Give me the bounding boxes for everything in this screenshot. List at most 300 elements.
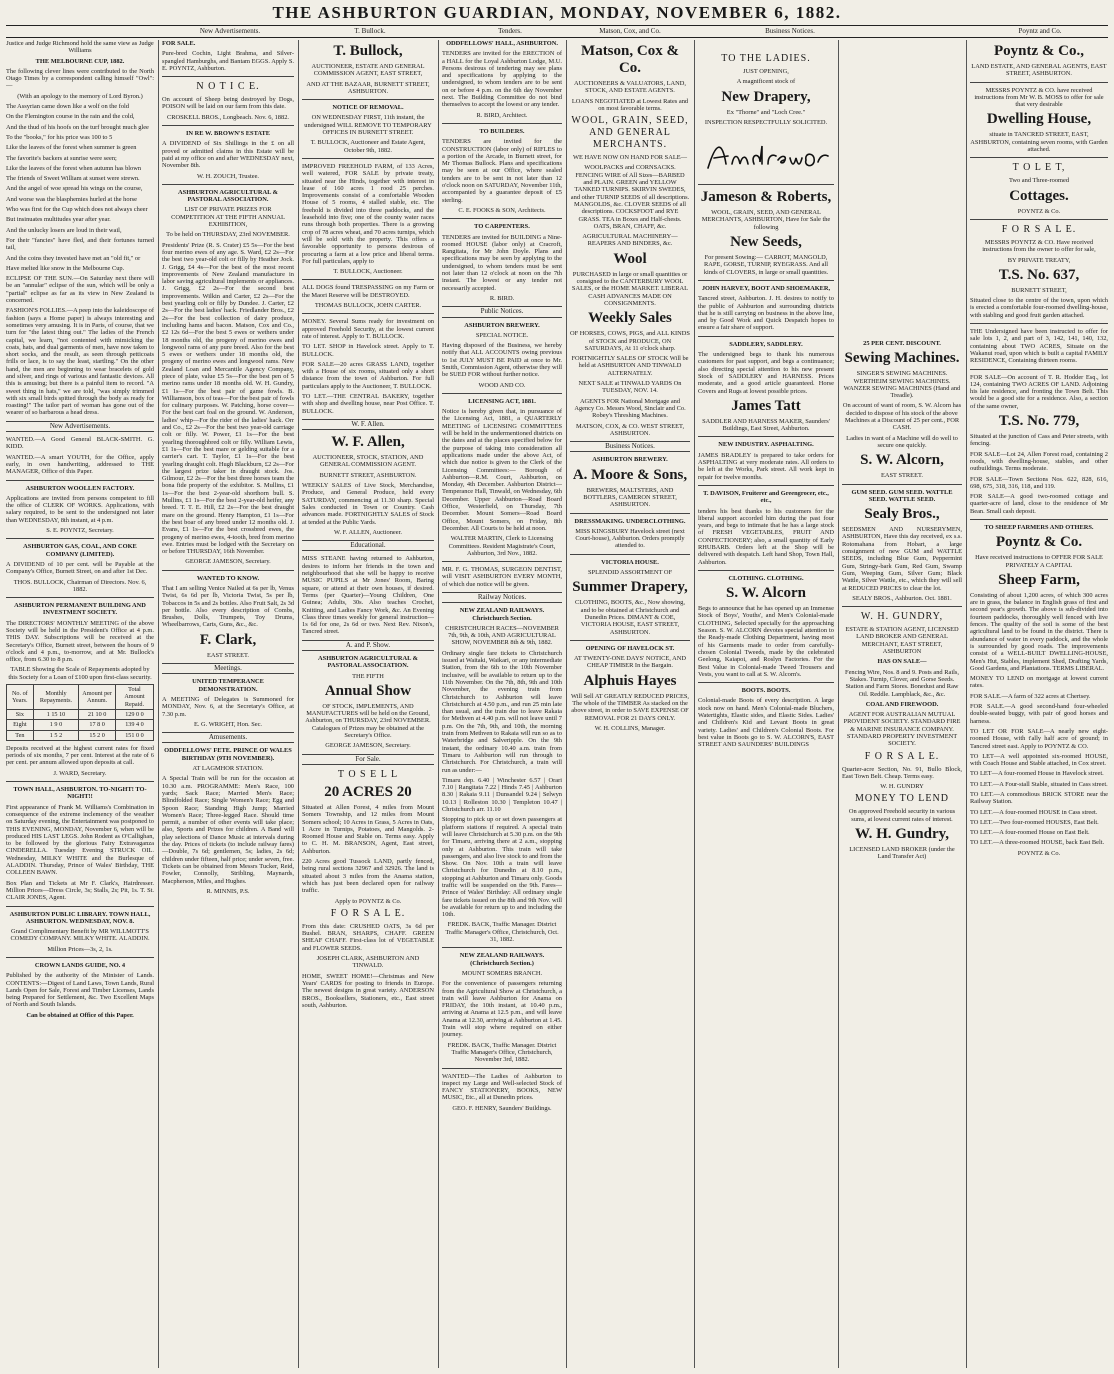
for-sale-heading: FOR SALE. [162,40,196,47]
davison-body: tenders his best thanks to his customers for the liberal support accorded him during the past four years, and begs to intimate that he has a large stock of FRESH VEGETABLES, FRUIT AND CONFECTIONERY; also, a small quantity of Early RHUBARB. Orders left at the Shop will be delivered with despatch. Left hand Shop, Town Hall, Ashburton. [698,507,834,566]
shop-to-let: TO LET. SHOP in Havelock street. Apply to T. BULLOCK. [302,343,434,358]
gundry-name: W. H. GUNDRY, [860,611,944,623]
column-7 [842,40,962,1368]
ts-637-title: T.S. No. 637, [998,266,1080,283]
divider [698,280,834,281]
bullock-title: AUCTIONEER, ESTATE AND GENERAL COMMISSION AGENT, EAST STREET, [311,63,425,78]
weekly-sales-body: OF HORSES, COWS, PIGS, and ALL KINDS of STOCK and PRODUCE, ON SATURDAYS, At 11 o'clock sharp. [570,330,690,352]
poem-line: To the "books," for his price was 100 to 5 [6,133,113,141]
oddfellows-hall-heading: ODDFELLOWS' HALL, ASHBURTON. [446,40,558,47]
masthead-title: THE ASHBURTON GUARDIAN, MONDAY, NOVEMBER 6, 1882. [272,3,842,22]
tatt-body: SADDLER AND HARNESS MAKER, Saunders' Buildings, East Street, Ashburton. [702,417,830,433]
inspection-solicited: INSPECTION RESPECTFULLY SOLICITED. [704,118,828,126]
divider [162,76,294,77]
table-signature: J. WARD, Secretary. [53,769,107,777]
column-5 [570,40,690,1368]
brewery-notice-body: Having disposed of the Business, we hereby notify that ALL ACCOUNTS owing previous to 1st JULY MUST BE PAID at once to Mr. Smith, Commission Agent, otherwise they will be SUED FOR without further notice. [442,342,562,379]
divider [570,513,690,514]
mount-somers-sub: MOUNT SOMERS BRANCH. [461,969,543,977]
temperance-heading: UNITED TEMPERANCE DEMONSTRATION. [192,678,264,693]
christmas-cards-ad: HOME, SWEET HOME!—Christmas and New Years' CARDS for posting to friends in Europe. The newest designs in great variety. ANDERSON BROS., Booksellers, Stationers, etc., East street south, Ashburton. [302,972,434,1009]
victoria-house-body: CLOTHING, BOOTS, &c., Now showing, and to be obtained at Christchurch and Dunedin Prices. DIMANT & COE, VICTORIA HOUSE, EAST STREET, ASHBURTON. [575,599,685,636]
to-let-item: TO LET—A well appointed six-roomed HOUSE, with Coach House and Stable attached, in Cox street. [970,752,1108,768]
section-head: For Sale. [302,754,434,765]
gas-signature: THOS. BULLOCK, Chairman of Directors. Nov. 6, 1882. [13,578,147,593]
licensing-signature: WALTER MARTIN, Clerk to Licensing Committees. Resident Magistrate's Court, Ashburton, 3rd Nov., 1882. [448,535,556,557]
allen-forest-sale: FOR SALE—Lot 24, Allen Forest road, containing 2 roods, with dwelling-house, stables, and other outbuildings. Terms moderate. [970,450,1108,473]
column-head: T. Bullock. [354,27,386,35]
tussock-land-apply: Apply to POYNTZ & Co. [334,897,402,905]
money-notice: MONEY. Several Sums ready for investment on approved Freehold Security, at the lowest current rate of interest. Apply to T. BULLOCK. [302,318,434,340]
fashion-paragraph: FASHION'S FOLLIES.—A peep into the kaleidoscope of fashion (says a Home paper) is always interesting and sometimes very amusing. It is in Paris, of course, that we turn for "the latest thing out." The ladies of the French capital, we learn, "not contented with mimicking the coats, hats, and dual garments of men, have now taken to short socks, and the result, as seen through petticoats frills or lace, is to say the least, startling." On the other hand, the men are beginning to wear bracelets of gold and silver, and rings of various and fantastic devices. All this is amusing; but there is a painful item to record. "A sweet thing in hats," we are told, "was simply trimmed with six small birds spitted through the body as ready for roasting!" The tailor part of woman has gone out of the wearer of so barbarous a head dress. [6,307,154,417]
divider [302,313,434,314]
masthead-rule [6,25,1108,26]
to-let-item: TO LET.—A three-roomed HOUSE, back East Belt. [970,839,1105,847]
section-head: Railway Notices. [442,592,562,603]
saddlery-body: The undersigned begs to thank his numerous customers for past support, and begs a continuance; also directing special attention to his new present Stock of SADDLERY and HARNESS. Prices moderate, and a good article guaranteed. Horse Covers and Rugs at lowest possible prices. [698,351,834,395]
gundry-for-sale-signature: W. H. GUNDRY [880,783,924,791]
for-sale-feed-signature: JOSEPH CLARK, ASHBURTON AND TINWALD. [316,955,420,970]
section-head: Meetings. [162,663,294,674]
for-sale-heading: F O R S A L E. [330,907,406,919]
moore-title: A. Moore & Sons, [572,466,688,483]
column-rule [438,40,439,1368]
just-opening: JUST OPENING, [743,68,789,75]
eclipse-paragraph: ECLIPSE OF THE SUN.—On Saturday next there will be an "annular" eclipse of the sun, which will be only a "partial" eclipse as far as its view in New Zealand is concerned. [6,275,154,305]
gundry-broker-title: W. H. Gundry, [854,826,950,843]
poem-line: Have melted like snow in the Melbourne Cup. [6,264,125,272]
cottages-signature: POYNTZ & Co. [1017,207,1061,215]
table-cell: 1 15 10 [33,709,79,719]
gundry-for-sale-heading: F O R S A L E. [864,750,940,762]
divider [698,570,834,571]
dogs-notice: ALL DOGS found TRESPASSING on my Farm or the Maori Reserve will be DESTROYED. [302,284,434,299]
hodder-body: FOR SALE—On account of T. R. Hodder Esq., lot 124, containing TWO ACRES OF LAND. Adjoining his late residence, and fronting the Town Belt. This would be a good site for a residence. Also, a section of the same owner, [970,373,1108,410]
alphuis-body: Will Sell AT GREATLY REDUCED PRICES, The whole of the TIMBER As stacked on the above street, in order to SAVE EXPENSE OF REMOVAL FOR 21 DAYS ONLY. [570,692,690,722]
grass-land-for-sale: FOR SALE—20 acres GRASS LAND, together with a House of six rooms, situated only a short distance from the town of Ashburton. For full particulars apply to the Auctioneer, T. BULLOCK. [302,360,434,390]
jameson-title: Jameson & Roberts, [700,189,832,206]
library-prices: Million Prices—3s, 2, 1s. [47,945,113,953]
library-body: Grand Complimentary Benefit by MR WILLMOTT'S COMEDY COMPANY. MILKY WHITE. ALADDIN. [10,928,150,943]
table-cell: 129 0 0 [115,709,153,719]
dwelling-house-title: Dwelling House, [986,111,1092,128]
town-sections-sale: FOR SALE—Town Sections Nos. 622, 828, 616, 698, 675, 318, 316, 118, and 119. [970,475,1108,490]
to-let-item: TO LET.—A Four-stall Stable, situated in Cass street. [970,780,1108,788]
alphuis-title: Alphuis Hayes [583,672,677,689]
section-head: New Advertisements. [6,421,154,432]
table-cell: 139 4 0 [115,720,153,730]
prizes-signature: GEORGE JAMESON, Secretary. [185,558,271,566]
table-cell: Eight [7,720,34,730]
matson-machinery: AGRICULTURAL MACHINERY—REAPERS AND BINDERS, &c. [582,233,678,248]
licensing-heading: LICENSING ACT, 1881. [468,397,536,405]
intro-text: Justice and Judge Richmond hold the same view as Judge Williams [6,40,154,55]
column-4 [442,40,562,1368]
sealy-signature: SEALY BROS., Ashburton. Oct. 1881. [852,594,952,602]
cottages-sub: Two and Three-roomed [1008,177,1070,185]
divider [698,184,834,185]
removal-signature: T. BULLOCK, Auctioneer and Estate Agent, October 9th, 1882. [310,139,426,154]
table-cell: Six [7,709,34,719]
divider [162,125,294,126]
tussock-land-body: 220 Acres good Tussock LAND, partly fenced, being rural sections 32967 and 32926. The land is situated about 3 miles from the Anama station, which has just been declared open for railway traffic. [302,858,434,895]
column-rule [298,40,299,1368]
annual-show-signature: GEORGE JAMESON, Secretary. [325,742,411,750]
prizes-date: To be held on THURSDAY, 23rd NOVEMBER. [166,231,290,239]
farm-322-sale: FOR SALE.—A farm of 322 acres at Chertsey. [970,692,1091,700]
divider [842,484,962,485]
to-let-item: TO LET.—A four-roomed HOUSE in Cass street. [970,808,1098,816]
dressmaking-heading: DRESSMAKING. UNDERCLOTHING. [574,517,686,525]
town-hall-heading: TOWN HALL, ASHBURTON. TO-NIGHT! TO-NIGHT!! [13,786,147,801]
divider [442,123,562,124]
davison-heading: T. DAVISON, Fruiterer and Greengrocer, etc., etc., [703,489,829,505]
wanted-blacksmith-ad: WANTED.—A Good General BLACK-SMITH. G. KIDD. [6,436,154,451]
gas-body: A DIVIDEND of 10 per cent. will be Payable at the Company's Office, Burnett Street, on and after 1st Dec. [6,560,154,576]
divider [442,1068,562,1069]
annual-show-fifth: THE FIFTH [352,672,384,680]
alcorn-title: S. W. Alcorn, [860,452,944,469]
gundry-agencies: AGENT FOR AUSTRALIAN MUTUAL PROVIDENT SOCIETY. STANDARD FIRE & MARINE INSURANCE COMPANY. STANDARD PROPERTY INVESTMENT SOCIETY. [843,711,961,748]
wanted-ladies-body: WANTED—The Ladies of Ashburton to inspect my Large and Well-selected Stock of FANCY STATIONERY, BOOKS, NEW MUSIC, Etc., all at Dunedin prices. [442,1072,562,1102]
estate-signature: W. H. ZOUCH, Trustee. [196,172,260,180]
to-let-item: TO LET OR FOR SALE—A nearly new eight-roomed House, with t'ally half acre of ground; in Tancred street east. Apply to POYNTZ & CO. [970,727,1108,750]
wanted-youth-ad: WANTED.—A smart YOUTH, for the Office, apply early, in own handwriting, addressed to THE MANAGER, Office of this Paper. [6,453,154,476]
annual-show-title: Annual Show [324,682,412,699]
divider [842,606,962,607]
moore-body: BREWERS, MALTSTERS, AND BOTTLERS, CAMERON STREET, ASHBURTON. [583,486,677,509]
money-to-lend-body: On approved Freehold security in various sums, at lowest current rates of interest. [848,808,956,823]
divider [970,157,1108,158]
poem-line: On the Flemington course in the rain and the cold, [6,113,135,121]
crown-lands-body: Published by the authority of the Minister of Lands. CONTENTS:—Digest of Land Laws, Town Lands, Rural Lands Open for Sale, Forest and Timber Licenses, Lands being Prepared for Settlement, &c. Two Excellent Maps of North and South Islands. [6,972,154,1009]
to-let-item: TO LET.—A commodious BRICK STORE near the Railway Station. [970,791,1108,806]
column-head: Tenders. [498,27,522,35]
annual-show-heading: ASHBURTON AGRICULTURAL & PASTORAL ASSOCIATION. [318,655,418,670]
two-acres-body: THE Undersigned have been instructed to offer for sale lots 1, 2, and part of 3, 142, 141, 140, 132, containing about TWO ACRES, Situate on the Wakanui road, upon which is built a capital FAMILY RESIDENCE, Containing thirteen rooms. [970,328,1108,365]
summer-drapery-title: Summer Drapery, [572,579,688,596]
moore-brewery-heading: ASHBURTON BREWERY. [592,456,668,464]
sheep-instructions: Have received instructions to OFFER FOR SALE PRIVATELY A CAPITAL [975,554,1103,569]
column-head: Matson, Cox, and Co. [599,27,661,35]
gundry-title: ESTATE & STATION AGENT, LICENSED LAND BROKER AND GENERAL MERCHANT, EAST STREET, ASHBURTON [845,626,959,656]
new-drapery-title: New Drapery, [721,88,811,105]
money-to-lend-heading: MONEY TO LEND [855,793,949,805]
building-society-body: The DIRECTORS' MONTHLY MEETING of the above Society will be held in the President's Office at 4 p.m. THIS DAY. Subscriptions will be received at the Secretary's Office, Burnett street, between the hours of 9 o'clock and 4 p.m., to-morrow, and at Mr. Bullock's office, from 6.30 to 8 p.m. [6,619,154,664]
gum-seed-heading: GUM SEED. GUM SEED. WATTLE SEED. WATTLE SEED. [851,488,953,503]
jameson-body: WOOL, GRAIN, SEED, AND GENERAL MERCHANTS, ASHBURTON, Have for Sale the following [701,209,831,231]
wanted-ladies-signature: GEO. F. HENRY, Saunders' Buildings. [452,1104,552,1112]
new-seeds-title: New Seeds, [730,234,802,251]
town-hall-prices: Box Plan and Tickets at Mr F. Clark's, Hairdresser. Million Prices—Dress Circle, 3s; Stalls, 2s; Pit, 1s. T. St. CLAIR JONES, Agent. [6,879,154,902]
table-cell: 151 0 0 [115,730,153,740]
section-head: Amusements. [162,732,294,743]
divider [970,219,1108,220]
saddlery-heading: SADDLERY, SADDLERY. [729,340,803,348]
woollen-signature: S. E. POYNTZ, Secretary. [46,527,114,535]
column-head: Poyntz and Co. [1018,27,1062,35]
to-sell-heading: T O S E L L [337,768,399,780]
annual-show-body: OF STOCK, IMPLEMENTS, AND MANUFACTURES will be held on the Ground, Ashburton, on THURSDAY, 23rd NOVEMBER. Catalogues of Prizes may be obtained at the Secretary's Office. [305,702,431,740]
matson-wool-heading: WOOL, GRAIN, SEED, AND GENERAL MERCHANTS. [571,115,689,151]
divider [442,561,562,562]
clothing-heading: CLOTHING. CLOTHING. [728,574,804,582]
library-heading: ASHBURTON PUBLIC LIBRARY. TOWN HALL, ASHBURTON. WEDNESDAY, NOV. 8. [9,910,151,925]
matson-signature: MATSON, COX, & CO. WEST STREET, ASHBURTON. [575,422,685,437]
railways-signature: FREDK. BACK, Traffic Manager. District Traffic Manager's Office, Christchurch, Oct. 31, 1882. [445,921,559,944]
divider [6,538,154,539]
gundry-items: Fencing Wire, Nos. 8 and 9. Posts and Rails, Stakes. Turnip, Clover, and Gorse Seeds. Station and Farm Stores. Bonedust and Raw Oil. Reddle. Lampblack, &c., &c. [845,668,959,698]
carpenters-signature: R. BIRD. [489,294,515,302]
mount-somers-heading: NEW ZEALAND RAILWAYS. (Christchurch Section.) [459,952,545,967]
column-1 [6,40,154,1368]
notice-signature: CROSKELL BROS., Longbeach. Nov. 6, 1882. [166,113,289,121]
allen-address: BURNETT STREET, ASHBURTON. [319,471,417,479]
surgeon-dentist-notice: MR. F. G. THOMAS, SURGEON DENTIST, will VISIT ASHBURTON EVERY MONTH, of which due notice will be given. [442,566,562,588]
railways-heading: NEW ZEALAND RAILWAYS. Christchurch Section. [459,607,545,622]
column-rule [966,40,967,1368]
table-cell: 21 10 0 [79,709,116,719]
to-let-item: TO LET—A four-roomed House in Havelock street. [970,770,1104,778]
clark-street: EAST STREET. [206,651,249,659]
matson-items: WOOLPACKS and CORNSACKS. FENCING WIRE of All Sizes—BARBED and PLAIN. GREEN and YELLOW TANKED TURNIPS. SKIRVIN SWEDES, and other TURNIP SEEDS of all descriptions. MANGOLDS, &c. CLOVER SEEDS of all descriptions. COCKSFOOT and RYE GRASS. TEA in Boxes and Half-chests. OATS, BRAN, CHAFF, &c. [570,164,690,230]
gundry-has-on-sale: HAS ON SALE— [877,658,927,666]
fortnightly-sales: FORTNIGHTLY SALES OF STOCK Will be held at ASHBURTON AND TINWALD ALTERNATELY. [571,355,689,377]
divider [302,99,434,100]
table-row [7,730,154,740]
divider [6,957,154,958]
prizes-body: Presidents' Prize (R. S. Crater) £5 5s—For the best four merino ewes of any age. S. Ward, £2 2s—For the best two year-old colt or filly by Heather Jock. J. Grigg, £4 4s—For the best of the most recent improvements of New Zealand manufacture in labor saving agricultural implements or appliances. J. Grigg, £2 2s—For the second best improvements. Wilkin and Carter, £2 2s—For the best yearling colt or filly by Dundee. J. Carter, £2 2s—For the best ladies' hack. Friedlander Bros., £2 2s—For the best collection of dairy produce, including hams and bacon. Matson, Cox and Co., £2 12s 6d—For the best 5 ewes or wethers under 18 months old, the progeny of merino ewes and longwool rams of any pure breed. Also for the best 5 ewes or wethers under 18 months old, the progeny of merino ewes and longwool rams. New Zealand Loan and Mercantile Agency Company, piece of plate, value £5 5s—For the best pen of 5 merino rams under 18 months old. W. H. Gundry, £1 1s—For the best pair of game fowls. B. Williamson, box of teas—For the best pair of fowls for culinary purposes. W. Patching, horse cover—For the best cart foal on the ground. W. Anderson, ladies' whip—For the rider of the ladies' hack. Orr and Co., £2 2s—For the best two year-old carriage colt or filly. W. Power, £1 1s—For the best yearling thoroughbred colt or filly. William Lewis, £1 1s—For the best mare or gelding suitable for a carrier's cart. T. Taylor, £1 1s—For the best yearling draught colt. Hugh Blackburn, £2 2s—For the largest prize taker in draught stock. Jos. Gilmour, £2 2s—For the best three horses team the bona fide property of the exhibitor. S. Mullins, £1 1s—For the best 2-year-old shorthorn bull. S. Mullins, £1 1s—For the best 2-year-old heifer, any breed. T. T. E. Hill, £2 2s—For the best draught mare on the ground. Henry Hampton, £1 1s—For the best boar of any breed under 12 months old. J. Evans, £1 1s—For the best crossbred ewes, the progeny of merino ewes, 4-tooth, bred from merino ewe. Entries must be lodged with the Secretary on or before THURSDAY, 16th November. [162,241,294,556]
licensing-body: Notice is hereby given that, in pursuance of the Licensing Act, 1881, a QUARTERLY MEETING of LICENSING COMMITTEES will be held in the undermentioned districts on the dates and at the places specified below for the purpose of taking into consideration all applications made under the above Act, of which due notice is given to the Clerk of the Licensing Committees:— Borough of Ashburton—R.M. Court, Ashburton, on Monday, 4th December. Ashburton District—Temperance Hall, Tinwald, on Wednesday, 6th December. Upper Ashburton—Road Board Office, Westerfield, on Thursday, 7th December. Mount Somers—Road Board Office, Mount Somers, on Friday, 8th December. All Courts to be held at noon. [442,408,562,532]
railways-subheading: CHRISTCHURCH RACES—NOVEMBER 7th, 9th, & 10th, AND AGRICULTURAL SHOW, NOVEMBER 8th & 9th, 1882. [445,624,559,647]
alcorn-clothing-title: S. W. Alcorn [725,585,807,602]
divider [302,279,434,280]
poem-line: Who was first for the Cup which does not always cheer [6,206,148,214]
table-cell: 1 9 0 [33,720,79,730]
divider [570,554,690,555]
wool-title: Wool [613,250,647,267]
section-head: Public Notices. [442,306,562,317]
to-let-item: TO LET.—Two four-roomed HOUSES, East Belt. [970,818,1099,826]
matson-title: AUCTIONEERS & VALUATORS, LAND, STOCK, AND ESTATE AGENTS. [573,80,687,95]
for-sale-feed-body: From this date: CRUSHED OATS, 3s 6d per Bushel. BRAN, SHARPS, CHAFF. GREEN SHEAF CHAFF. First-class lot of VEGETABLE and FLOWER SEEDS. [302,922,434,952]
to-let-item: TO LET.—A four-roomed House on East Belt. [970,829,1090,837]
column-heads [0,27,1114,37]
allen-title: AUCTIONEER, STOCK, STATION, AND GENERAL COMMISSION AGENT. [312,454,424,469]
column-heads-rule [6,37,1108,38]
ts-637-body: Situated close to the centre of the town, upon which is erected a comfortable four-roomed dwelling-house, with stabling and good fruit garden attached. [970,297,1108,319]
ts-779-title: T.S. No. 779, [998,413,1080,430]
steane-body: MISS STEANE having returned to Ashburton, desires to inform her friends in the town and neighbourhood that she will be happy to receive MUSIC PUPILS at Mr Jones' Room, Baring square, or attend at their own houses, if desired. Terms (per Quarter)—Young Children, One Guinea; Adults, 30s. Also teaches Crochet, Knitting, and Ladies Fancy Work, &c. An Evening Class three times weekly for general instruction—1s 6d for one, 2s 6d or two. Next Rev. Nixon's, Tancred street. [302,555,434,636]
money-to-lend: MONEY TO LEND on mortgage at lowest current rates. [970,675,1108,690]
cottages-title: Cottages. [1009,187,1069,204]
to-sell-acres: 20 ACRES 20 [324,783,412,800]
oddfellows-fete-signature: R. MINNIS, P.S. [206,887,250,895]
allen-body: WEEKLY SALES of Live Stock, Merchandise, Produce, and General Produce, held every SATURDAY, commencing at 11.30 sharp. Special Sales conducted in Town or Country. Cash advances made. FORTNIGHTLY SALES of Stock at tended at the Public Yards. [302,482,434,526]
matson-name: Matson, Cox & Co. [581,43,679,76]
table-header: No. of Years. [7,685,34,710]
divider [162,184,294,185]
oddfellows-fete-heading: ODDFELLOWS' FETE. PRINCE OF WALES BIRTHDAY (9TH NOVEMBER). [164,747,292,762]
sealy-body: SEEDSMEN AND NURSERYMEN, ASHBURTON, Have this day received, ex s.s. Rotomahana from Hobart, a large consignment of new GUM and WATTLE SEEDS, including Blue Gum, Peppermint Gum, Stringy-bark Gum, Red Gum, Swamp Gum, Weeping Gum, Silver Gum; Black Wattle, Silver Wattle, etc., which they will sell at REDUCED PRICES to clear the lot. [842,526,962,592]
poem-line: The Assyrian came down like a wolf on the fold [6,103,129,111]
oddfellows-fete-body: A Special Train will be run for the occasion at 10.30 a.m. PROGRAMME: Men's Race, 100 yards; Sack Race; Married Men's Race; Blindfolded Race; Single Women's Race; Egg and Spoon Race; Standing High Jump; Married Women's Race; Three-legged Race. Should time permit, a number of other events will take place; also, Sports and Prizes for children. A Band will play selections of Dance Music at intervals during the day. Prices of tickets (to include railway fares)—Double, 7s 6d; gentlemen, 5s; ladies, 2s 6d; children under fifteen, half price; under seven, free. Tickets can be obtained from Messrs Tucker, Reid, Fowler, Connolly, Stribling, Maynards, Macpherson, Miles, and Hughes. [162,775,294,885]
asphalting-heading: NEW INDUSTRY. ASPHALTING. [718,441,814,449]
dressmaking-body: MISS KINGSBURY Havelock street (next Court-house), Ashburton. Orders promptly attended to. [575,527,685,550]
railways-timetable: Timaru dep. 6.40 | Winchester 6.57 | Orari 7.10 | Rangitata 7.22 | Hinds 7.45 | Ashburton 8.30 | Rakaia 9.11 | Dunsandel 9.24 | Selwyn 10.13 | Rolleston 10.30 | Templeton 10.47 | Christchurch arr. 11.10 [442,776,562,814]
divider [6,480,154,481]
poyntz-subtitle: LAND ESTATE, AND GENERAL AGENTS, EAST STREET, ASHBURTON. [971,63,1107,78]
removal-heading: NOTICE OF REMOVAL. [332,104,404,112]
to-let-heading: T O L E T, [1012,162,1066,174]
wanted-to-know-heading: WANTED TO KNOW. [196,574,260,582]
table-note: Deposits received at the highest current rates for fixed periods of six months, 7 per cent. Interest at the rate of 6 per cent. per annum allowed upon deposits at call. [6,744,154,767]
repayment-table [6,684,154,741]
poem-line: For their "fancies" have fled, and their fortunes turned tail, [6,236,154,252]
andrew-orr-signature [698,134,834,176]
gundry-for-sale-body: Quarter-acre Section, No. 91, Bullo Block, East Town Belt. Cheap. Terms easy. [842,765,962,780]
estate-heading: IN RE W. BROWN'S ESTATE [185,130,271,138]
divider [442,393,562,394]
private-treaty: BY PRIVATE TREATY, [1007,256,1071,264]
to-the-ladies-heading: TO THE LADIES. [721,53,811,64]
gundry-broker-sub: LICENSED LAND BROKER (under the Land Transfer Act) [849,846,955,861]
poem-line: And the thud of his hoofs on the turf brought much glee [6,123,149,131]
column-rule [694,40,695,1368]
allen-signature: W. F. ALLEN, Auctioneer. [334,528,402,536]
weekly-sales-title: Weekly Sales [588,310,672,327]
signature-icon [698,134,834,176]
gas-heading: ASHBURTON GAS, COAL, AND COKE COMPANY (LIMITED). [23,543,137,558]
table-header: Total Amount Repaid. [115,685,153,710]
moss-instructions: MESSRS POYNTZ & CO. have received instructions from Mr W. B. MOSS to offer for sale that very desirable [974,86,1104,109]
poem-line: The friends of Sweet William at sunset were strewn. [6,175,140,183]
crown-lands-heading: CROWN LANDS GUIDE, NO. 4 [34,961,126,969]
divider [698,485,834,486]
railways-body: Ordinary single fare tickets to Christchurch issued at Waitaki, Waikari, or any intermediate Station, from the 6th to the 10th November inclusive, will be available to return up to the 11th November. On the 7th, 8th, 9th and 10th November, the evening train from Christchurch to Ashburton will leave Christchurch at 4.50 p.m., and run 25 min late than usual, and the train due to leave Rakaia for Methven at 4.40 p.m. will not leave until 7 p.m. On the 7th, 9th, and 10th, the morning train from Methven to Rakaia will run so as to Waterbridge and Salveripple. On the 9th instant, the ordinary 10.40 a.m. train from Timaru to Ashburton will run through to Christchurch. For Christchurch, a train will run as under:— [442,649,562,774]
victoria-house-sub: SPLENDID ASSORTMENT OF [587,569,672,577]
freehold-farm-body: IMPROVED FREEHOLD FARM, of 133 Acres, well watered, FOR SALE by private treaty, situated near the Hinds, together with interest in lease of 160 acres 1 rood 25 perches. Improvements consist of a comfortable Wooden House of 5 rooms, 4 stalled stable, etc. The freehold is divided into three paddocks, and the leasehold into five; one of the county water races runs through both properties. There is a growing crop of 78 acres wheat, and 70 acres turnips, which will be sold with the property. This offers a favorable opportunity to persons desirous of procuring a farm at a low price and liberal terms. For full particulars, apply to [302,162,434,265]
bakery-to-let: TO LET.—THE CENTRAL BAKERY, together with shop and dwelling house, near Post Office. T. BULLOCK. [302,392,434,415]
notice-heading: N O T I C E. [196,81,260,93]
poem-line: And worse was the blasphemies hurled at the horse [6,195,137,203]
oddfellows-hall-body: TENDERS are invited for the ERECTION of a HALL for the Loyal Ashburton Lodge, M.U. Persons desirous of tendering may see plans and specifications by applying to the undersigned, to whom tenders are to be sent on or before 4 p.m. on the 6th day November next. The Building Committee do not bind themselves to accept the lowest or any tender. [442,50,562,109]
divider [6,781,154,782]
crown-lands-note: Can be obtained at Office of this Paper. [26,1011,134,1019]
section-head: W. F. Allen. [302,419,434,430]
column-rule [838,40,839,1368]
sewing-machines-title: Sewing Machines. [844,350,960,367]
asphalting-body: JAMES BRADLEY is prepared to take orders for ASPHALTING at very moderate rates. All orders to be left at the Works, Park street. All work kept in repair for twelve months. [698,451,834,481]
mount-somers-signature: FREDK. BACK, Traffic Manager. District Traffic Manager's Office, Christchurch, November 3rd, 1882. [447,1041,557,1064]
column-head: New Advertisements. [199,27,261,35]
brewery-notice-sub: SPECIAL NOTICE. [475,331,529,339]
woollen-heading: ASHBURTON WOOLLEN FACTORY. [25,484,135,492]
wanted-to-know-body: That I am selling Venice Nailed at 6s per lb, Venus Twist, 6s 6d per lb, Victoria Twist, 5s per lb, Tobaccos in 5s and 2s bottles. Also Fruit Salt, 2s 3d per bottle. Also every description of Combs, Brushes, Dolls, Trumpets, Toy Drums, Wheelbarrows, Carts, Guns, &c., &c. [162,585,294,629]
poem-note: The following clever lines were contributed to the North Otago Times by a correspondent calling himself "Owl":— [6,67,154,90]
allen-name: W. F. Allen, [331,434,405,451]
table-cell: Ten [7,730,34,740]
divider [970,82,1108,83]
drapery-ships: Ex "Thorne" and "Loch Cree." [726,108,806,116]
builders-heading: TO BUILDERS. [479,127,525,135]
table-cell: 17 8 0 [79,720,116,730]
seeds-list: For present Sowing:— CARROT, MANGOLD, RAPE, GORSE, TURNIP, RYEGRASS. And all kinds of CLOVERS, in large or small quantities. [703,254,829,276]
tatt-title: James Tatt [731,397,801,414]
brewery-notice-heading: ASHBURTON BREWERY. [464,321,540,329]
buggy-sale: FOR SALE.—A good second-hand four-wheeled double-seated buggy, with pair of good horses and harness. [970,703,1108,725]
poem-line: The favorite's backers at sunrise were seen; [6,154,117,162]
to-sell-body: Situated at Allen Forest, 4 miles from Mount Somers Township, and 12 miles from Mount Somers school; 10 Acres in Grass, 5 Acres in Oats, 1 Acre in Turnips, Potatoes, and Mangolds. 2-Roomed House and Stable on. Terms easy. Apply to C. H. M. BRANSON, Agent, East street, Ashburton. [302,803,434,855]
column-rule [158,40,159,1368]
section-head: Educational. [302,540,434,551]
for-sale-sub: MESSRS POYNTZ & CO. Have received instructions from the owner to offer for sale, [982,238,1096,254]
for-sale-heading: F O R S A L E. [1001,223,1077,235]
harvey-heading: JOHN HARVEY, BOOT AND SHOEMAKER, [701,284,831,292]
removal-body: ON WEDNESDAY FIRST, 11th instant, the undersigned WILL REMOVE TO TEMPORARY OFFICES IN BURNETT STREET. [304,114,432,137]
divider [442,218,562,219]
divider [698,436,834,437]
bullock-address: AND AT THE BAZAAR, BURNETT STREET, ASHBURTON. [306,80,430,95]
cottage-sale: FOR SALE—A good two-roomed cottage and quarter-acre of land, close to the residence of Mr Bean. Small cash deposit. [970,493,1108,515]
dwelling-house-body: situate in TANCRED STREET, EAST, ASHBURTON, containing seven rooms, with Garden attached. [970,131,1108,154]
divider [6,906,154,907]
oddfellows-fete-location: AT LAGMHOR STATION. [192,765,264,773]
poem-memory: (With an apology to the memory of Lord Byron.) [17,92,143,100]
victoria-house-heading: VICTORIA HOUSE. [601,558,659,566]
town-hall-body: First appearance of Frank M. Williams's Combination in consequence of the extreme inclemency of the weather on Saturday evening, the Entertainment was postponed to THIS EVENING, MONDAY, November 6, when will be produced HIS LAST LEGS. John Rodent as O'Callighan, to be followed by the glorious Fairy Extravaganza CINDERELLA. Tuesday Evening STRUCK OIL. Wednesday, MILKY WHITE and the Burlesque of ALADDIN. Thursday, Prince of Wales' Birthday, THE COLLEEN BAWN. [6,803,154,877]
sewing-machines-offer: On account of want of room, S. W. Alcorn has decided to dispose of his stock of the above Machines at a Discount of 25 per cent., FOR CASH. [842,402,962,432]
notice-body: On account of Sheep being destroyed by Dogs, POISON will be laid on our farm from this date. [162,96,294,111]
table-title: TABLE Showing the Scale of Repayments adopted by this Society for a Loan of £100 upon first-class security. [8,666,152,681]
matson-loans: LOANS NEGOTIATED at Lowest Rates and on most favorable terms. [571,97,689,112]
alcorn-clothing-body: Begs to announce that he has opened up an Immense Stock of Boys', Youths', and Men's Colonial-made CLOTHING, Selected specially for the approaching Season. S. W. ALCORN devotes special attention to the Ready-made Clothing Department, having most of his Garments made to order from carefully-chosen Colonial Tweeds, made by the celebrated Geelong, Kaiapoi, and Roslyn Factories. For the Best Value in Colonial-made Tweed Trousers and Vests, you want to call at S. W. Alcorn's. [698,605,834,678]
column-head: Business Notices. [765,27,815,35]
divider [162,570,294,571]
coal-firewood: COAL AND FIREWOOD. [865,700,939,708]
prizes-heading: ASHBURTON AGRICULTURAL & PASTORAL ASSOCIATION. [178,188,278,204]
poem-line: And the angel of woe spread his wings on the course, [6,185,143,193]
mount-somers-body: For the convenience of passengers returning from the Agricultural Show at Christchurch, a train will leave Ashburton for Anama on FRIDAY, the 10th instant, at 10.40 p.m., arriving at Anama at 12.5 p.m., and will leave Anama at 12.30, arriving at Ashburton at 1.45. Train will stop where required on either journey. [442,980,562,1039]
prizes-subheading: LIST OF PRIVATE PRIZES FOR COMPETITION AT THE FIFTH ANNUAL EXHIBITION, [171,206,285,229]
column-rule [566,40,567,1368]
ts-779-body: Situated at the junction of Cass and Peter streets, with fencing. [970,433,1108,448]
table-cell: 1 5 2 [33,730,79,740]
column-3 [302,40,434,1368]
poyntz-title: Poyntz & Co., [994,43,1084,59]
for-sale-eggs: Pure-bred Cochin, Light Brahma, and Silver-spangled Hamburghs, and Bantam EGGS. Apply S. E. POYNTZ, Ashburton. [162,50,294,72]
sheep-farmers-heading: TO SHEEP FARMERS AND OTHERS. [984,523,1094,531]
sewing-machines-list: SINGER'S SEWING MACHINES. WERTHEIM SEWING MACHINES. WANZER SEWING MACHINES (Hand and Treadle). [843,370,961,400]
sewing-machines-advice: Ladies in want of a Machine will do well to secure one quickly. [846,434,958,449]
burnett-street: BURNETT STREET, [1011,286,1067,294]
builders-body: TENDERS are invited for the CONSTRUCTION (labor only) of RIFLES to a portion of the Arcade, in Burnett street, for Mr Thomas Bullock. Plans and specifications may be seen at our Office, where sealed tenders are to be sent in not later than 12 o'clock noon on SATURDAY, November 11th, accompanied by a guarantee deposit of £5 sterling. [442,138,562,204]
divider [302,158,434,159]
divider [442,947,562,948]
matson-have: WE HAVE NOW ON HAND FOR SALE— [572,154,688,162]
discount-line: 25 PER CENT. DISCOUNT. [863,340,941,347]
clark-name: F. Clark, [199,631,257,648]
railways-body-2: Stopping to pick up or set down passengers at platform stations if required. A special train will leave Christchurch at 5.30 p.m. on the 9th for Timaru, arriving there at 2 a.m., stopping only at Ashburton. This train will take passengers, and also live stock to and from the Show. On Nov. 10th a train will leave Christchurch for Dunedin at 8.10 p.m., stopping at Ashburton and Timaru only. Goods traffic will be suspended on the 9th. Fares—Prince of Wales' Birthday: All ordinary single fare tickets issued on the 8th and 9th Nov. will be available for return up to and including the 10th. [442,816,562,919]
sealy-title: Sealy Bros., [864,506,940,523]
poem-line: But insinuates multitudes year after year. [6,216,111,224]
next-sale: NEXT SALE at TINWALD YARDS On TUESDAY, NOV. 14. [578,380,682,395]
table-cell: 15 2 0 [79,730,116,740]
table-row [7,720,154,730]
divider [570,640,690,641]
poem-line: And the unlucky losers are loud in their wail, [6,226,122,234]
builders-signature: C. E. FOOKS & SON, Architects. [458,206,546,214]
